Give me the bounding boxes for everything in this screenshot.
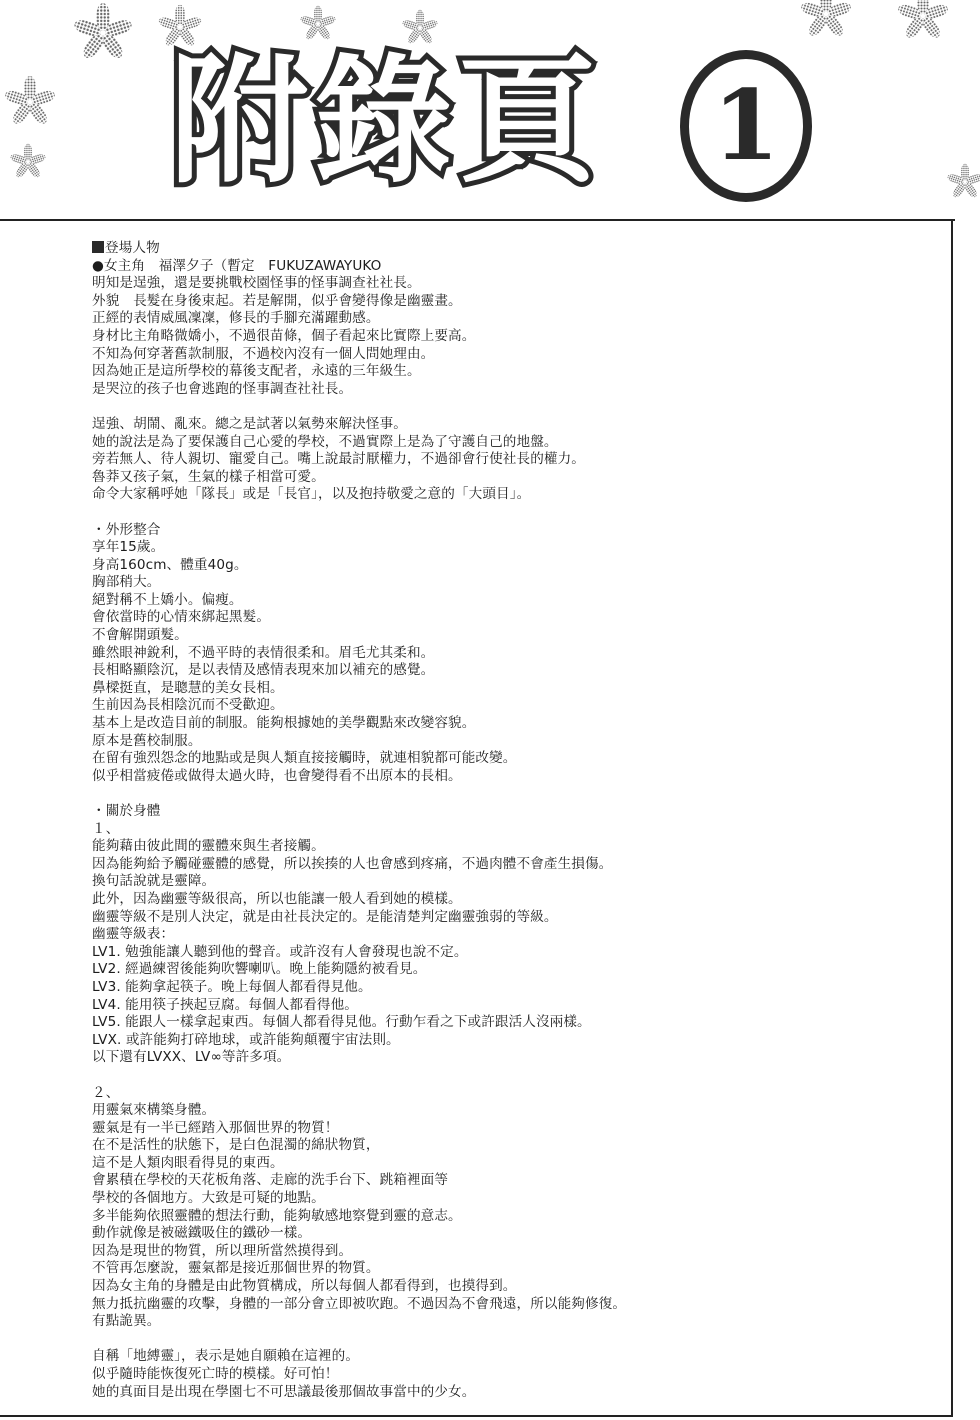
title-number: 1	[712, 69, 780, 182]
text-line: 長相略顯陰沉，是以表情及感情表現來加以補充的感覺。	[92, 662, 435, 679]
text-line: 絕對稱不上嬌小。偏瘦。	[92, 591, 243, 608]
text-line: 在留有強烈怨念的地點或是與人類直接接觸時，就連相貌都可能改變。	[92, 750, 517, 767]
text-line: 似乎隨時能恢復死亡時的模樣。好可怕！	[92, 1366, 339, 1382]
square-bullet-icon	[92, 241, 104, 253]
text-line: 外貌 長髮在身後束起。若是解開，似乎會變得像是幽靈畫。	[92, 292, 462, 309]
flower-icon	[895, 0, 951, 44]
flower-icon	[70, 0, 136, 66]
closing-paragraph	[92, 1348, 932, 1401]
document-body	[92, 240, 932, 1401]
level-entry: LV3. 能夠拿起筷子。晚上每個人都看得見他。	[92, 978, 372, 995]
level-entry: LV2. 經過練習後能夠吹響喇叭。晚上能夠隱約被看見。	[92, 961, 427, 978]
text-line: 因為能夠給予觸碰靈體的感覺，所以挨揍的人也會感到疼痛，不過肉體不會產生損傷。	[92, 855, 613, 872]
title-char: 附	[170, 41, 309, 202]
flower-icon	[8, 142, 48, 182]
level-entry: LV1. 勉強能讓人聽到他的聲音。或許沒有人會發現也說不定。	[92, 943, 468, 960]
section-heading: 登場人物	[92, 240, 932, 258]
text-line: 會累積在學校的天花板角落、走廊的洗手台下、跳箱裡面等	[92, 1172, 449, 1189]
text-line: 胸部稍大。	[92, 574, 161, 591]
subsection-heading: ・關於身體	[92, 803, 161, 819]
text-line: 靈氣是有一半已經踏入那個世界的物質！	[92, 1119, 339, 1136]
flower-icon	[298, 4, 338, 44]
text-line: 享年15歲。	[92, 539, 165, 556]
character-name-line: ●女主角 福澤夕子（暫定 FUKUZAWAYUKO	[92, 257, 382, 274]
text-line: 不知為何穿著舊款制服，不過校內沒有一個人問她理由。	[92, 345, 435, 362]
level-entry: LVX. 或許能夠打碎地球，或許能夠顛覆宇宙法則。	[92, 1031, 400, 1048]
text-line: 學校的各個地方。大致是可疑的地點。	[92, 1190, 325, 1207]
title-char: 頁	[458, 41, 597, 202]
circled-number-badge	[680, 50, 812, 202]
text-line: 幽靈等級表：	[92, 926, 175, 943]
text-line: 自稱「地縛靈」，表示是她自願賴在這裡的。	[92, 1348, 360, 1365]
level-entry: 以下還有LVXX、LV∞等許多項。	[92, 1049, 291, 1066]
text-line: 這不是人類肉眼看得見的東西。	[92, 1154, 284, 1171]
text-line: 正經的表情威風凜凜，修長的手腳充滿躍動感。	[92, 310, 380, 327]
text-line: 似乎相當疲倦或做得太過火時，也會變得看不出原本的長相。	[92, 767, 462, 784]
text-line: 換句話說就是靈障。	[92, 873, 216, 890]
text-line: 逞強、胡鬧、亂來。總之是試著以氣勢來解決怪事。	[92, 415, 407, 432]
text-line: 明知是逞強，還是要挑戰校園怪事的怪事調查社社長。	[92, 275, 421, 292]
appearance-section	[92, 522, 932, 786]
text-line: 原本是舊校制服。	[92, 732, 202, 749]
text-line: 魯莽又孩子氣，生氣的樣子相當可愛。	[92, 468, 325, 485]
text-line: 不會解開頭髮。	[92, 627, 188, 644]
text-line: 因為她正是這所學校的幕後支配者，永遠的三年級生。	[92, 363, 421, 380]
flower-icon	[798, 0, 854, 42]
level-entry: LV4. 能用筷子挾起豆腐。每個人都看得他。	[92, 996, 358, 1013]
text-line: 用靈氣來構築身體。	[92, 1102, 216, 1119]
text-line: 會依當時的心情來綁起黑髮。	[92, 609, 271, 626]
item-number: １、	[92, 820, 120, 837]
text-line: 旁若無人、待人親切、寵愛自己。嘴上說最討厭權力，不過卻會行使社長的權力。	[92, 451, 585, 468]
text-line: 雖然眼神銳利，不過平時的表情很柔和。眉毛尤其柔和。	[92, 644, 435, 661]
text-line: 此外，因為幽靈等級很高，所以也能讓一般人看到她的模樣。	[92, 890, 462, 907]
text-line: 因為是現世的物質，所以理所當然摸得到。	[92, 1242, 353, 1259]
text-line: 基本上是改造目前的制服。能夠根據她的美學觀點來改變容貌。	[92, 715, 476, 732]
text-line: 命令大家稱呼她「隊長」或是「長官」，以及抱持敬愛之意的「大頭目」。	[92, 486, 531, 503]
item-number: ２、	[92, 1084, 120, 1101]
personality-paragraph	[92, 416, 932, 504]
flower-icon	[2, 72, 58, 132]
text-line: 生前因為長相陰沉而不受歡迎。	[92, 697, 284, 714]
text-line: 無力抵抗幽靈的攻擊，身體的一部分會立即被吹跑。不過因為不會飛遠，所以能夠修復。	[92, 1295, 627, 1312]
title-char: 錄	[314, 41, 453, 202]
intro-paragraph	[92, 275, 932, 398]
text-line: 動作就像是被磁鐵吸住的鐵砂一樣。	[92, 1225, 312, 1242]
text-line: 多半能夠依照靈體的想法行動，能夠敏感地察覺到靈的意志。	[92, 1207, 462, 1224]
body-section	[92, 803, 932, 1331]
text-line: 身高160cm、體重40g。	[92, 556, 248, 573]
text-line: 幽靈等級不是別人決定，就是由社長決定的。是能清楚判定幽靈強弱的等級。	[92, 908, 558, 925]
text-line: 有點詭異。	[92, 1313, 161, 1330]
page-title	[170, 42, 830, 207]
level-entry: LV5. 能跟人一樣拿起東西。每個人都看得見他。行動乍看之下或許跟活人沒兩樣。	[92, 1014, 591, 1031]
subsection-heading: ・外形整合	[92, 521, 161, 538]
text-line: 鼻樑挺直，是聰慧的美女長相。	[92, 679, 284, 696]
flower-icon	[945, 162, 980, 202]
text-line: 不管再怎麼說，靈氣都是接近那個世界的物質。	[92, 1260, 380, 1277]
text-line: 她的說法是為了要保護自己心愛的學校，不過實際上是為了守護自己的地盤。	[92, 433, 558, 450]
text-line: 是哭泣的孩子也會逃跑的怪事調查社社長。	[92, 380, 353, 397]
text-line: 能夠藉由彼此間的靈體來與生者接觸。	[92, 838, 325, 855]
text-line: 因為女主角的身體是由此物質構成，所以每個人都看得到，也摸得到。	[92, 1278, 517, 1295]
text-line: 身材比主角略微嬌小，不過很苗條，個子看起來比實際上要高。	[92, 327, 476, 344]
text-line: 她的真面目是出現在學園七不可思議最後那個故事當中的少女。	[92, 1383, 476, 1400]
text-line: 在不是活性的狀態下，是白色混濁的綿狀物質，	[92, 1137, 380, 1154]
